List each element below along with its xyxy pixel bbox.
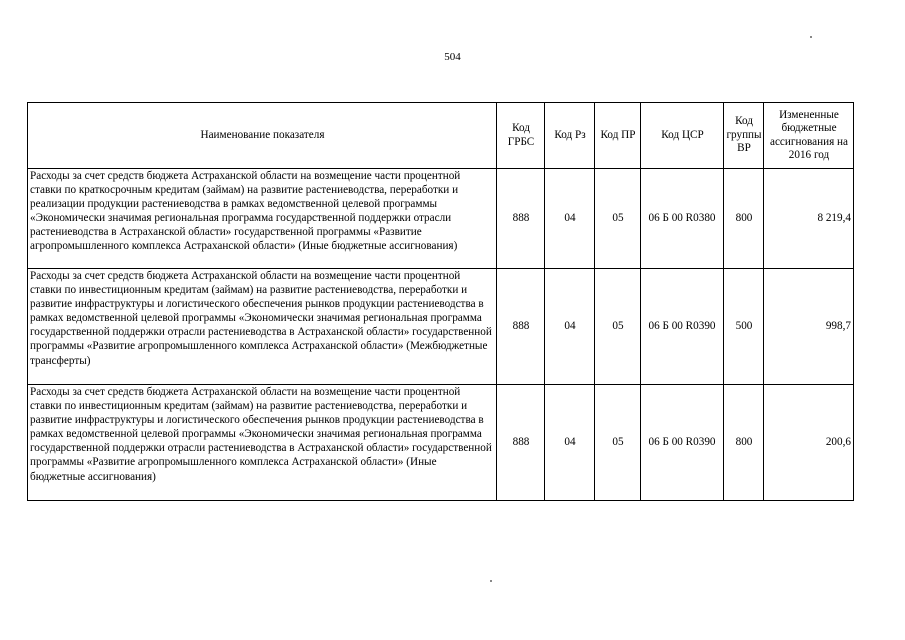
header-pr: Код ПР xyxy=(595,103,641,169)
row-pr: 05 xyxy=(595,385,641,501)
header-amount: Измененные бюджетные ассигнования на 2016 год xyxy=(764,103,854,169)
table-header-row xyxy=(28,103,854,169)
row-rz: 04 xyxy=(545,385,595,501)
page-number: 504 xyxy=(444,51,461,63)
header-name: Наименование показателя xyxy=(28,103,497,169)
header-csr: Код ЦСР xyxy=(641,103,724,169)
row-vr: 800 xyxy=(724,385,764,501)
row-description: Расходы за счет средств бюджета Астраханской области на возмещение части процентной ставки по инвестиционным кредитам (займам) на развитие растениеводства, переработки и развитие инфраструктуры и логистического обеспечения рынков продукции растениеводства в рамках ведомственной целевой программы «Экономически значимая региональная программа государственной поддержки отрасли растениеводства в Астраханской области» государственной программы «Развитие агропромышленного комплекса Астраханской области» (Иные бюджетные ассигнования) xyxy=(28,385,497,501)
row-vr: 800 xyxy=(724,169,764,269)
row-amount: 998,7 xyxy=(764,269,854,385)
row-rz: 04 xyxy=(545,169,595,269)
row-pr: 05 xyxy=(595,269,641,385)
budget-table xyxy=(27,102,854,501)
scan-speck xyxy=(490,580,492,582)
row-pr: 05 xyxy=(595,169,641,269)
table-row xyxy=(28,169,854,269)
row-description: Расходы за счет средств бюджета Астраханской области на возмещение части процентной ставки по краткосрочным кредитам (займам) на развитие растениеводства, переработки и реализации продукции растениеводства в рамках ведомственной целевой программы «Экономически значимая региональная программа государственной поддержки отрасли растениеводства в Астраханской области» государственной программы «Развитие агропромышленного комплекса Астраханской области» (Иные бюджетные ассигнования) xyxy=(28,169,497,269)
row-grbs: 888 xyxy=(497,385,545,501)
table-row xyxy=(28,385,854,501)
row-vr: 500 xyxy=(724,269,764,385)
header-vr: Код группы ВР xyxy=(724,103,764,169)
row-amount: 8 219,4 xyxy=(764,169,854,269)
row-rz: 04 xyxy=(545,269,595,385)
row-csr: 06 Б 00 R0390 xyxy=(641,385,724,501)
scan-speck xyxy=(810,36,812,38)
header-rz: Код Рз xyxy=(545,103,595,169)
row-description: Расходы за счет средств бюджета Астраханской области на возмещение части процентной ставки по инвестиционным кредитам (займам) на развитие растениеводства, переработки и развитие инфраструктуры и логистического обеспечения рынков продукции растениеводства в рамках ведомственной целевой программы «Экономически значимая региональная программа государственной поддержки отрасли растениеводства в Астраханской области» государственной программы «Развитие агропромышленного комплекса Астраханской области» (Межбюджетные трансферты) xyxy=(28,269,497,385)
header-grbs: Код ГРБС xyxy=(497,103,545,169)
row-grbs: 888 xyxy=(497,169,545,269)
row-csr: 06 Б 00 R0390 xyxy=(641,269,724,385)
table-row xyxy=(28,269,854,385)
row-csr: 06 Б 00 R0380 xyxy=(641,169,724,269)
row-amount: 200,6 xyxy=(764,385,854,501)
row-grbs: 888 xyxy=(497,269,545,385)
